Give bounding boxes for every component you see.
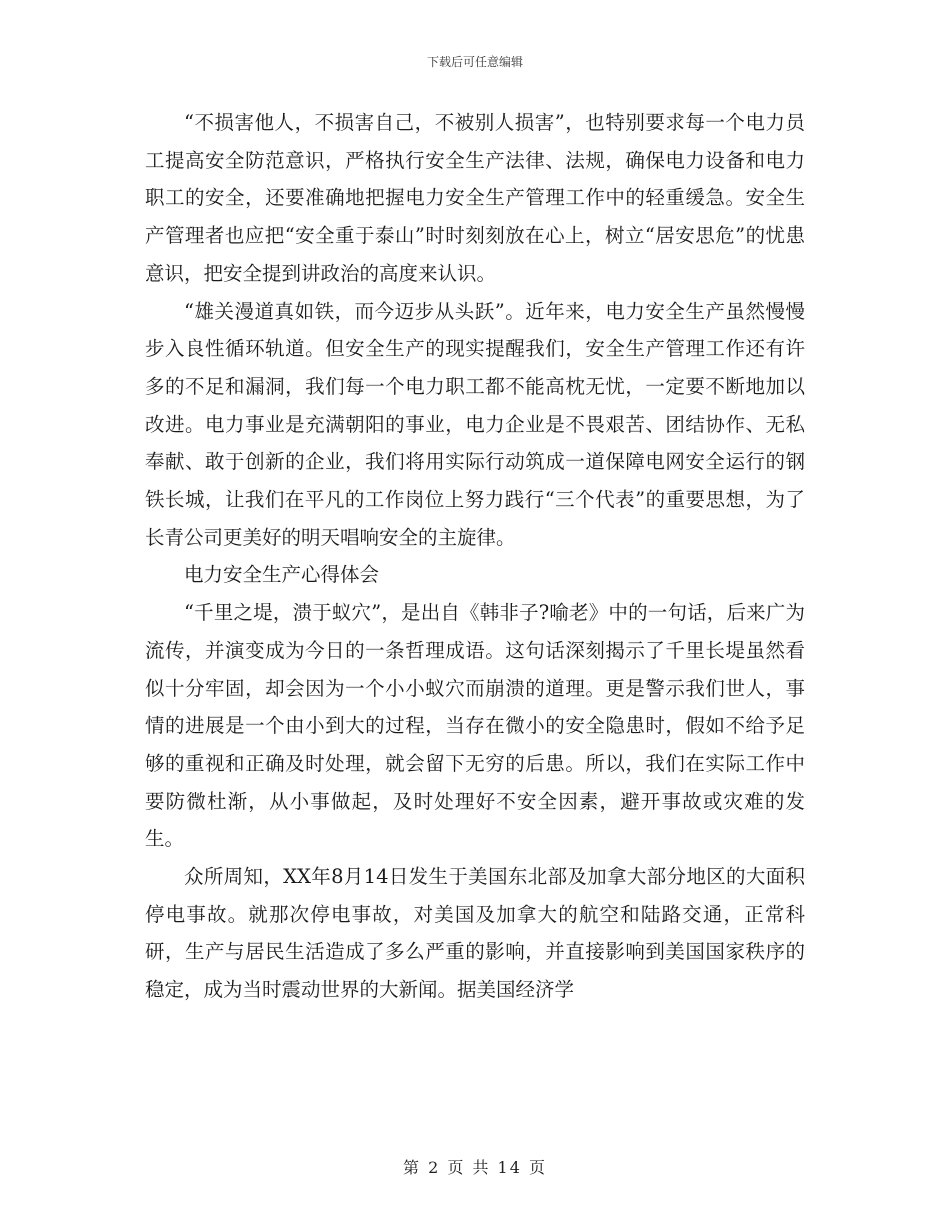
page-header-note: 下载后可任意编辑 <box>426 55 523 69</box>
paragraph-ant-hole: “千里之堤，溃于蚁穴”，是出自《韩非子?喻老》中的一句话，后来广为流传，并演变成为今日的一条哲理成语。这句话深刻揭示了千里长堤虽然看似十分牢固，却会因为一个小小蚁穴而崩溃的道理。更是警示我们世人，事情的进展是一个由小到大的过程，当存在微小的安全隐患时，假如不给予足够的重视和正确及时处理，就会留下无穷的后患。所以，我们在实际工作中要防微杜渐，从小事做起，及时处理好不安全因素，避开事故或灾难的发生。 <box>145 601 805 851</box>
paragraph-improvement: “雄关漫道真如铁，而今迈步从头跃”。近年来，电力安全生产虽然慢慢步入良性循环轨道。但安全生产的现实提醒我们，安全生产管理工作还有许多的不足和漏洞，我们每一个电力职工都不能高枕无忧，一定要不断地加以改进。电力事业是充满朝阳的事业，电力企业是不畏艰苦、团结协作、无私奉献、敢于创新的企业，我们将用实际行动筑成一道保障电网安全运行的钢铁长城，让我们在平凡的工作岗位上努力践行“三个代表”的重要思想，为了长青公司更美好的明天唱响安全的主旋律。 <box>145 299 805 549</box>
page-number: 第 2 页 共 14 页 <box>403 1158 547 1177</box>
paragraph-blackout: 众所周知，XX年8月14日发生于美国东北部及加拿大部分地区的大面积停电事故。就那次停电事故，对美国及加拿大的航空和陆路交通，正常科研，生产与居民生活造成了多么严重的影响，并直接影响到美国国家秩序的稳定，成为当时震动世界的大新闻。据美国经济学 <box>145 865 805 1002</box>
paragraph-safety-awareness: “不损害他人，不损害自己，不被别人损害”，也特别要求每一个电力员工提高安全防范意识，严格执行安全生产法律、法规，确保电力设备和电力职工的安全，还要准确地把握电力安全生产管理工作中的轻重缓急。安全生产管理者也应把“安全重于泰山”时时刻刻放在心上，树立“居安思危”的忧患意识，把安全提到讲政治的高度来认识。 <box>145 111 805 285</box>
section-title: 电力安全生产心得体会 <box>184 563 380 587</box>
document-body <box>145 104 805 1009</box>
